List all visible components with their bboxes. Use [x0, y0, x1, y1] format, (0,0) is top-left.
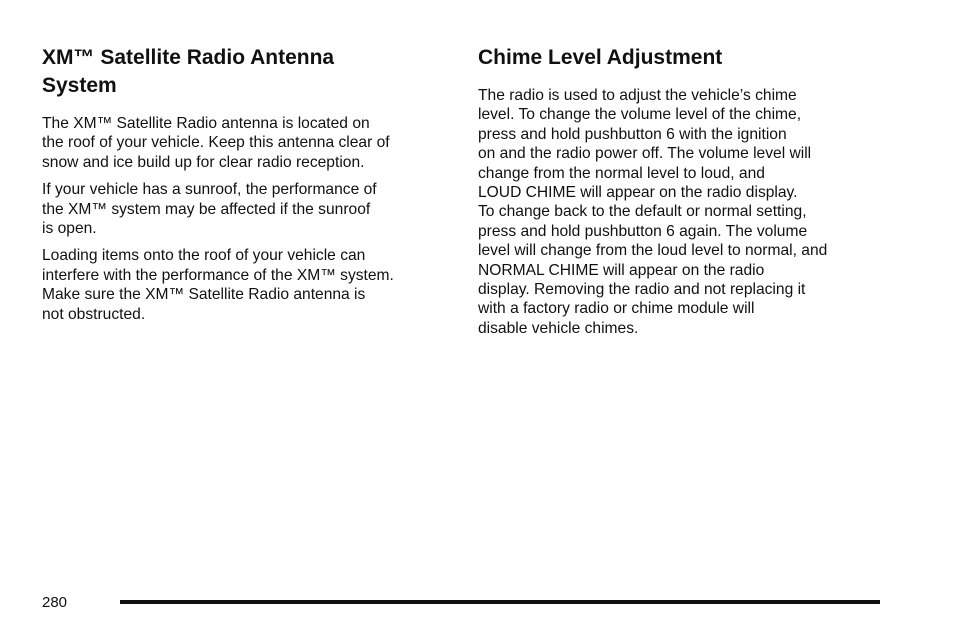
text-line: the XM™ system may be affected if the sunroof [42, 200, 371, 218]
section-heading-xm-antenna [42, 44, 452, 100]
paragraph-sunroof [42, 180, 452, 238]
text-line: The radio is used to adjust the vehicle’s chime [478, 87, 797, 104]
paragraph-chime-adjustment [478, 86, 888, 338]
text-line: is open. [42, 220, 97, 238]
left-column [42, 44, 452, 332]
text-line: The XM™ Satellite Radio antenna is located on [42, 115, 370, 132]
paragraph-antenna-location [42, 114, 452, 172]
text-line: Loading items onto the roof of your vehicle can [42, 247, 366, 265]
text-line: display. Removing the radio and not replacing it [478, 281, 806, 299]
text-line: interfere with the performance of the XM™ system. [42, 266, 394, 284]
text-line: level. To change the volume level of the chime, [478, 106, 802, 124]
text-line: snow and ice build up for clear radio reception. [42, 153, 365, 171]
text-line: disable vehicle chimes. [478, 319, 639, 337]
text-line: press and hold pushbutton 6 again. The volume [478, 222, 808, 240]
text-line: on and the radio power off. The volume level will [478, 145, 812, 163]
right-column [478, 44, 888, 346]
text-line: Make sure the XM™ Satellite Radio antenna is [42, 286, 366, 304]
heading-line: XM™ Satellite Radio Antenna [42, 46, 335, 69]
text-line: with a factory radio or chime module will [478, 300, 755, 318]
text-line: If your vehicle has a sunroof, the performance of [42, 181, 377, 199]
page-number: 280 [42, 594, 68, 611]
heading-line: System [42, 74, 117, 97]
text-line: level will change from the loud level to normal, and [478, 242, 828, 260]
text-line: LOUD CHIME will appear on the radio display. [478, 184, 798, 202]
text-line: NORMAL CHIME will appear on the radio [478, 261, 765, 279]
text-line: change from the normal level to loud, and [478, 164, 765, 182]
paragraph-roof-loading [42, 246, 452, 324]
section-heading-chime-level: Chime Level Adjustment [478, 46, 723, 69]
text-line: press and hold pushbutton 6 with the ignition [478, 125, 787, 143]
footer-divider [120, 600, 880, 604]
text-line: not obstructed. [42, 305, 146, 323]
text-line: the roof of your vehicle. Keep this antenna clear of [42, 134, 390, 152]
text-line: To change back to the default or normal setting, [478, 203, 807, 221]
